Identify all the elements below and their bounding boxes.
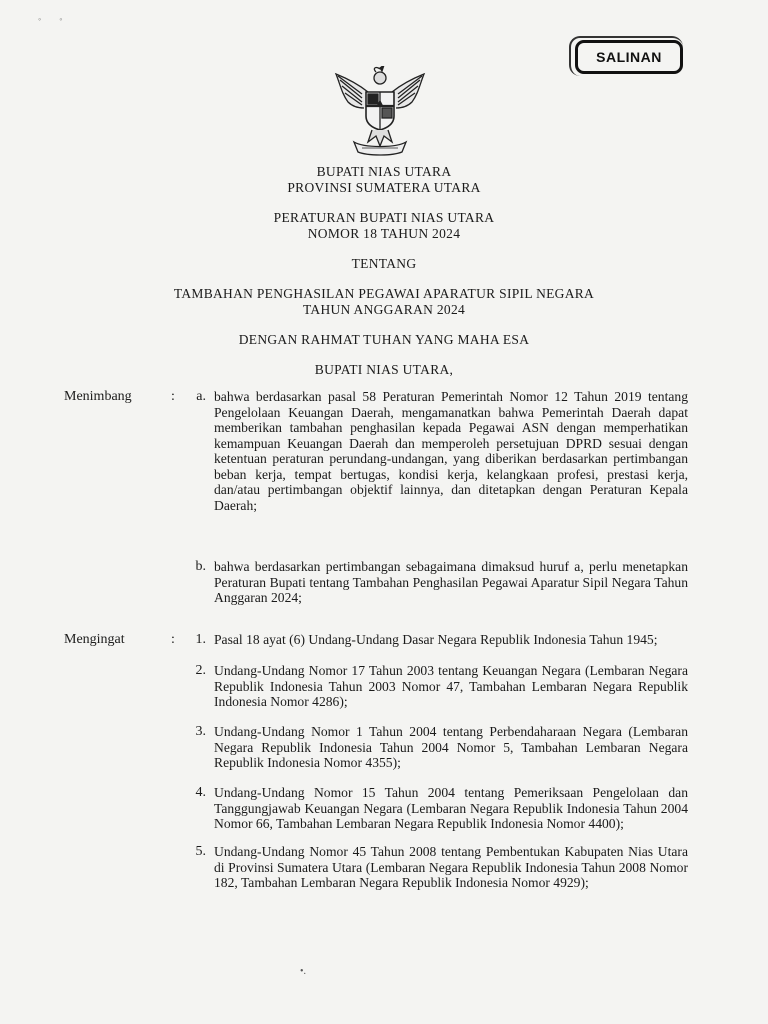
header-line2: PROVINSI SUMATERA UTARA xyxy=(287,180,481,195)
scan-speck: •. xyxy=(300,966,307,977)
mengingat-item-3-marker: 3. xyxy=(195,724,206,739)
menimbang-item-a: bahwa berdasarkan pasal 58 Peraturan Pemerintah Nomor 12 Tahun 2019 tentang Pengelolaan Keuangan Daerah, mengamanatkan bahwa Pemerintah Daerah dapat memberikan tambahan penghasilan kepada Pegawai ASN dengan memperhatikan kemampuan Keuangan Daerah dan memperoleh persetujuan DPRD sesuai dengan ketentuan peraturan perundang-undangan, yang diberikan berdasarkan pertimbangan beban kerja, tempat bertugas, kondisi kerja, kelangkaan profesi, prestasi kerja, dan/atau pertimbangan objektif lainnya, dan ditetapkan dengan Peraturan Kepala Daerah; xyxy=(214,389,688,513)
mengingat-item-1: Pasal 18 ayat (6) Undang-Undang Dasar Negara Republik Indonesia Tahun 1945; xyxy=(214,632,658,647)
menimbang-label: Menimbang xyxy=(64,389,132,404)
mengingat-item-5: Undang-Undang Nomor 45 Tahun 2008 tentang Pembentukan Kabupaten Nias Utara di Provinsi Sumatera Utara (Lembaran Negara Republik Indonesia Tahun 2008 Nomor 182, Tambahan Lembaran Negara Republik Indonesia Nomor 4929); xyxy=(214,844,688,890)
regulation-title: PERATURAN BUPATI NIAS UTARA xyxy=(273,210,495,225)
mengingat-item-1-marker: 1. xyxy=(195,632,206,647)
regent-title: BUPATI NIAS UTARA, xyxy=(314,362,454,377)
stamp-label: SALINAN xyxy=(596,49,662,65)
scan-speck: ◦ ◦ xyxy=(38,14,63,24)
grace-statement: DENGAN RAHMAT TUHAN YANG MAHA ESA xyxy=(238,332,530,347)
regulation-number: NOMOR 18 TAHUN 2024 xyxy=(307,226,461,241)
mengingat-item-4: Undang-Undang Nomor 15 Tahun 2004 tentang Pemeriksaan Pengelolaan dan Tanggungjawab Keuangan Negara (Lembaran Negara Republik Indonesia Tahun 2004 Nomor 66, Tambahan Lembaran Negara Republik Indonesia Nomor 4400); xyxy=(214,785,688,831)
mengingat-item-4-marker: 4. xyxy=(195,785,206,800)
menimbang-item-b-marker: b. xyxy=(195,559,206,574)
about-heading: TENTANG xyxy=(351,256,417,271)
menimbang-item-b: bahwa berdasarkan pertimbangan sebagaimana dimaksud huruf a, perlu menetapkan Peraturan Bupati tentang Tambahan Penghasilan Pegawai Aparatur Sipil Negara Tahun Anggaran 2024; xyxy=(214,559,688,605)
mengingat-item-2: Undang-Undang Nomor 17 Tahun 2003 tentang Keuangan Negara (Lembaran Negara Republik Indonesia Tahun 2003 Nomor 47, Tambahan Lembaran Negara Republik Indonesia Nomor 4286); xyxy=(214,663,688,709)
menimbang-colon: : xyxy=(171,389,175,404)
subject-line1: TAMBAHAN PENGHASILAN PEGAWAI APARATUR SIPIL NEGARA xyxy=(173,286,595,301)
mengingat-colon: : xyxy=(171,632,175,647)
garuda-emblem-icon xyxy=(332,66,428,156)
header-line1: BUPATI NIAS UTARA xyxy=(316,164,452,179)
salinan-stamp xyxy=(575,40,683,74)
menimbang-item-a-marker: a. xyxy=(196,389,206,404)
subject-line2: TAHUN ANGGARAN 2024 xyxy=(302,302,466,317)
mengingat-item-2-marker: 2. xyxy=(195,663,206,678)
mengingat-item-5-marker: 5. xyxy=(195,844,206,859)
mengingat-label: Mengingat xyxy=(64,632,125,647)
mengingat-item-3: Undang-Undang Nomor 1 Tahun 2004 tentang Perbendaharaan Negara (Lembaran Negara Republik Indonesia Tahun 2004 Nomor 5, Tambahan Lembaran Negara Republik Indonesia Nomor 4355); xyxy=(214,724,688,770)
